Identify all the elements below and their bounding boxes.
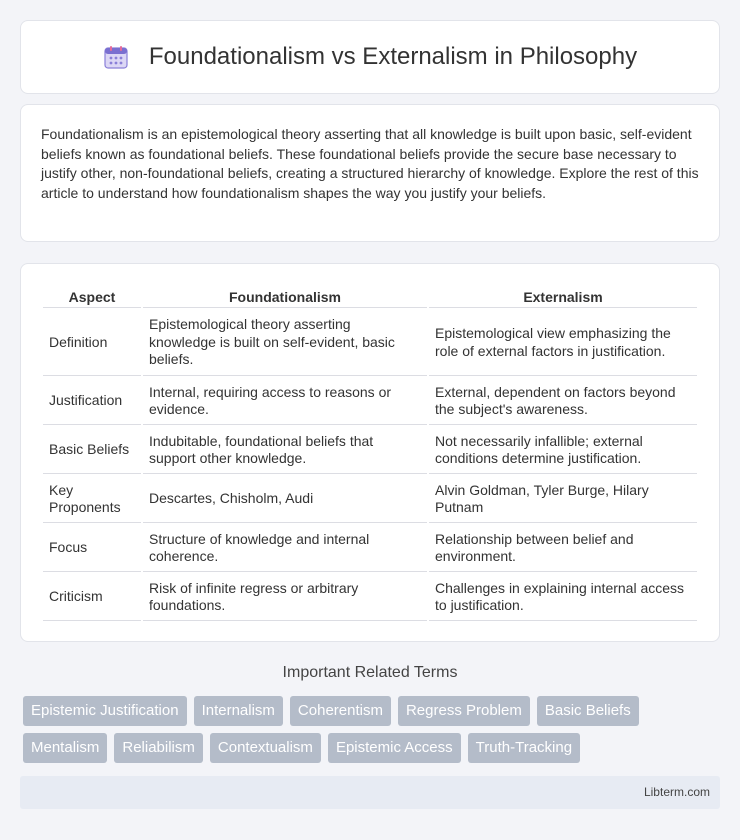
table-row (43, 427, 697, 474)
intro-text: Foundationalism is an epistemological theory asserting that all knowledge is built upon basic, self-evident beliefs known as foundational beliefs. These foundational beliefs provide the secure base necessary to justify other, non-foundational beliefs, creating a structured hierarchy of knowledge. Explore the rest of this article to understand how foundationalism shapes the way you justify your beliefs. (41, 126, 699, 201)
header-card (20, 20, 720, 94)
row-aspect: Basic Beliefs (43, 427, 141, 474)
page-title: Foundationalism vs Externalism in Philosophy (148, 43, 638, 70)
table-row (43, 310, 697, 376)
header-externalism: Externalism (429, 286, 697, 308)
row-foundationalism: Descartes, Chisholm, Audi (143, 476, 427, 523)
tag-epistemic-access[interactable]: Epistemic Access (328, 733, 461, 763)
tag-row (23, 696, 703, 726)
row-aspect: Focus (43, 525, 141, 572)
row-externalism: Epistemological view emphasizing the role of external factors in justification. (429, 310, 697, 376)
table-row (43, 574, 697, 621)
table-header-row (43, 286, 697, 308)
row-externalism: Challenges in explaining internal access to justification. (429, 574, 697, 621)
row-externalism: Alvin Goldman, Tyler Burge, Hilary Putnam (429, 476, 697, 523)
footer-site-link[interactable]: Libterm.com (643, 785, 710, 799)
row-externalism: Relationship between belief and environment. (429, 525, 697, 572)
tag-mentalism[interactable]: Mentalism (23, 733, 107, 763)
tag-truth-tracking[interactable]: Truth-Tracking (468, 733, 580, 763)
row-externalism: Not necessarily infallible; external conditions determine justification. (429, 427, 697, 474)
intro-card (20, 104, 720, 242)
tag-internalism[interactable]: Internalism (194, 696, 283, 726)
tag-regress-problem[interactable]: Regress Problem (398, 696, 530, 726)
row-aspect: Definition (43, 310, 141, 376)
related-terms-title: Important Related Terms (282, 664, 458, 681)
comparison-card (20, 263, 720, 642)
row-externalism: External, dependent on factors beyond the subject's awareness. (429, 378, 697, 425)
header-foundationalism: Foundationalism (143, 286, 427, 308)
row-foundationalism: Indubitable, foundational beliefs that support other knowledge. (143, 427, 427, 474)
row-aspect: Justification (43, 378, 141, 425)
tag-row (23, 733, 703, 763)
table-row (43, 525, 697, 572)
tag-basic-beliefs[interactable]: Basic Beliefs (537, 696, 639, 726)
related-terms-tags (23, 696, 703, 770)
row-foundationalism: Internal, requiring access to reasons or evidence. (143, 378, 427, 425)
tag-coherentism[interactable]: Coherentism (290, 696, 391, 726)
row-foundationalism: Structure of knowledge and internal coherence. (143, 525, 427, 572)
tag-contextualism[interactable]: Contextualism (210, 733, 321, 763)
header-aspect: Aspect (43, 286, 141, 308)
tag-reliabilism[interactable]: Reliabilism (114, 733, 203, 763)
footer (20, 776, 720, 809)
comparison-table (41, 284, 699, 623)
table-row (43, 378, 697, 425)
table-row (43, 476, 697, 523)
calendar-icon (103, 44, 129, 70)
row-aspect: Key Proponents (43, 476, 141, 523)
tag-epistemic-justification[interactable]: Epistemic Justification (23, 696, 187, 726)
row-aspect: Criticism (43, 574, 141, 621)
row-foundationalism: Risk of infinite regress or arbitrary foundations. (143, 574, 427, 621)
row-foundationalism: Epistemological theory asserting knowledge is built on self-evident, basic beliefs. (143, 310, 427, 376)
